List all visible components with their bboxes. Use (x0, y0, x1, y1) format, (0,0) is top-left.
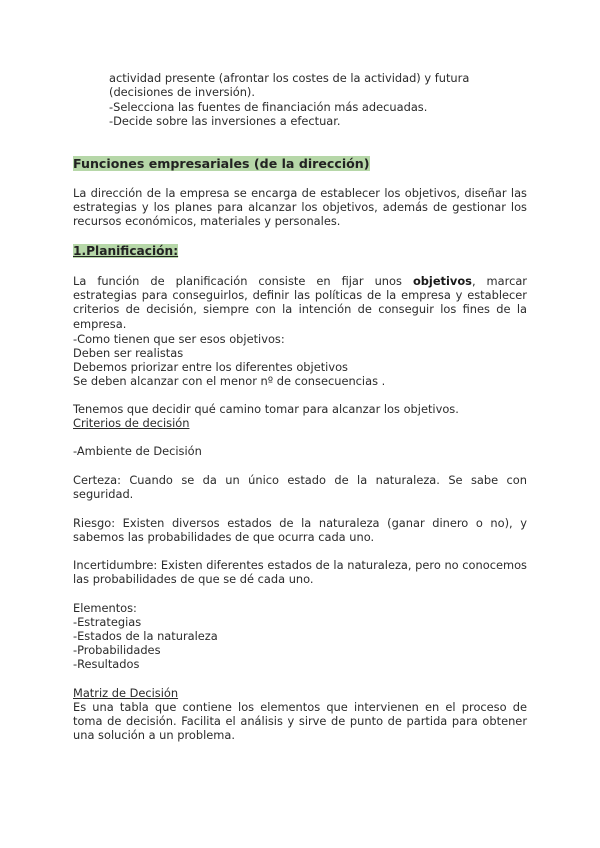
elements-title: Elementos: (73, 601, 137, 615)
objectives-answer-3: Se deben alcanzar con el menor nº de consecuencias . (73, 374, 386, 388)
elements-item: -Resultados (73, 657, 140, 671)
matrix-paragraph: Es una tabla que contiene los elementos que intervienen en el proceso de toma de decisión. Facilita el análisis y sirve de punto de partida para obtener una solución a un problema. (73, 700, 527, 743)
elements-item: -Estados de la naturaleza (73, 629, 218, 643)
intro-line-2: (decisiones de inversión). (109, 85, 255, 99)
planning-paragraph (73, 274, 527, 331)
intro-line-4: -Decide sobre las inversiones a efectuar. (109, 114, 341, 128)
elements-item: -Probabilidades (73, 643, 161, 657)
planning-paragraph-start: La función de planificación consiste en fijar unos (73, 274, 413, 288)
intro-line-3: -Selecciona las fuentes de financiación más adecuadas. (109, 100, 428, 114)
uncertainty-paragraph: Incertidumbre: Existen diferentes estados de la naturaleza, pero no conocemos las probabilidades de que se dé cada uno. (73, 558, 527, 587)
objectives-answer-1: Deben ser realistas (73, 346, 184, 360)
planning-title-text: 1.Planificación: (73, 244, 179, 258)
section-title (73, 156, 370, 171)
direction-paragraph: La dirección de la empresa se encarga de establecer los objetivos, diseñar las estrategias y los planes para alcanzar los objetivos, además de gestionar los recursos económicos, materiales y personales. (73, 186, 527, 229)
objectives-answer-2: Debemos priorizar entre los diferentes objetivos (73, 360, 348, 374)
planning-paragraph-end: , marcar estrategias para conseguirlos, definir las políticas de la empresa y establecer criterios de decisión, siempre con la intención de conseguir los fines de la empresa. (73, 274, 527, 331)
planning-title (73, 244, 178, 259)
planning-paragraph-bold: objetivos (412, 274, 472, 288)
certainty-paragraph: Certeza: Cuando se da un único estado de la naturaleza. Se sabe con seguridad. (73, 473, 527, 502)
elements-item: -Estrategias (73, 615, 142, 629)
path-line: Tenemos que decidir qué camino tomar para alcanzar los objetivos. (73, 402, 459, 416)
objectives-question: -Como tienen que ser esos objetivos: (73, 332, 285, 346)
environment-label: -Ambiente de Decisión (73, 444, 202, 458)
criteria-title: Criterios de decisión (73, 416, 190, 430)
intro-line-1: actividad presente (afrontar los costes de la actividad) y futura (109, 71, 470, 85)
matrix-title: Matriz de Decisión (73, 686, 179, 700)
section-title-text: Funciones empresariales (de la dirección) (73, 156, 370, 171)
risk-paragraph: Riesgo: Existen diversos estados de la naturaleza (ganar dinero o no), y sabemos las probabilidades de que ocurra cada uno. (73, 516, 527, 545)
